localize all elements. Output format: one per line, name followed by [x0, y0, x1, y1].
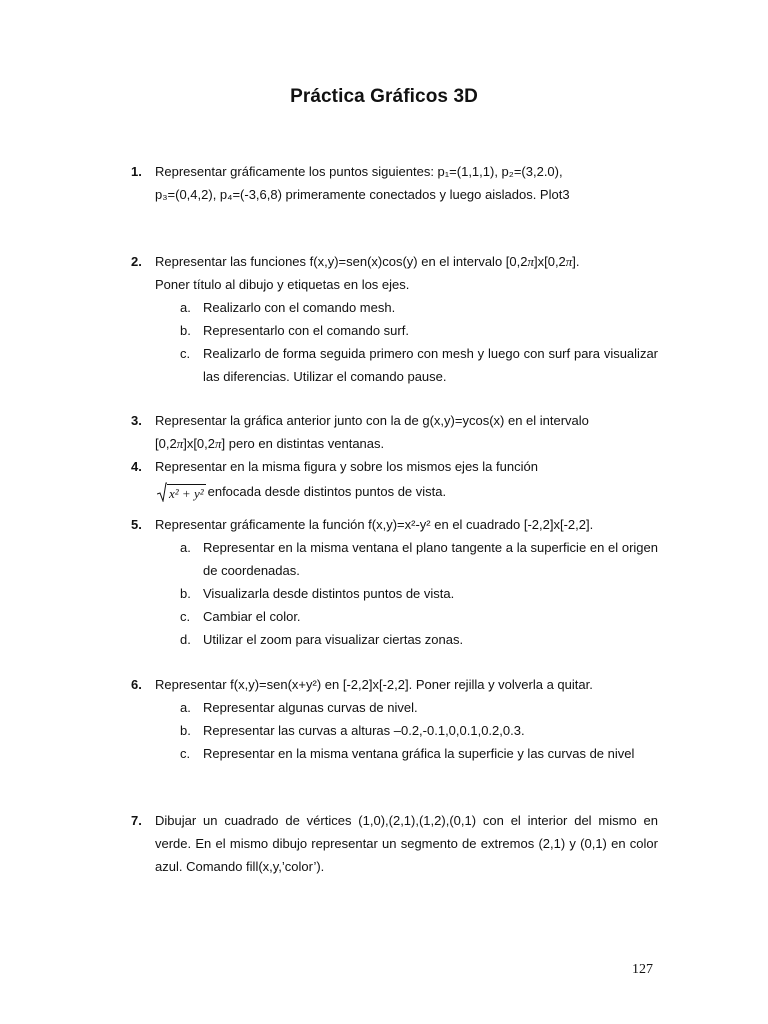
item-number-1: 1. — [131, 164, 142, 179]
sub-item-2b: Representarlo con el comando surf. — [203, 323, 409, 338]
pi-symbol: π — [565, 254, 573, 269]
item-number-5: 5. — [131, 517, 142, 532]
page-title: Práctica Gráficos 3D — [290, 86, 478, 107]
sub-letter: c. — [180, 746, 191, 761]
item-2-text-a: Representar las funciones f(x,y)=sen(x)cos(y) en el intervalo [0,2 — [155, 254, 528, 269]
sqrt-symbol-icon — [157, 482, 167, 502]
item-3-text-a: [0,2 — [155, 436, 177, 451]
sub-letter: c. — [180, 346, 191, 361]
item-4-line-2 — [157, 480, 660, 509]
item-1-line-1: Representar gráficamente los puntos siguientes: p₁=(1,1,1), p₂=(3,2.0), — [155, 164, 563, 179]
pi-symbol: π — [215, 436, 222, 451]
item-3-text-b: ]x[0,2 — [183, 436, 215, 451]
sub-item-2c: Realizarlo de forma seguida primero con mesh y luego con surf para visualizar las diferencias. Utilizar el comando pause. — [203, 346, 658, 384]
sub-item-2a: Realizarlo con el comando mesh. — [203, 300, 396, 315]
sub-item-6c: Representar en la misma ventana gráfica la superficie y las curvas de nivel — [203, 746, 635, 761]
item-2-text-b: ]x[0,2 — [533, 254, 566, 269]
item-number-7: 7. — [131, 813, 142, 828]
sub-letter: b. — [180, 323, 191, 338]
sub-letter: d. — [180, 632, 191, 647]
item-7-text: Dibujar un cuadrado de vértices (1,0),(2,1),(1,2),(0,1) con el interior del mismo en verde. En el mismo dibujo representar un segmento de extremos (2,1) y (0,1) en color azul. Comando fill(x,y,’color’). — [155, 813, 658, 874]
item-4-line-1: Representar en la misma figura y sobre los mismos ejes la función — [155, 459, 538, 474]
pi-symbol: π — [176, 436, 184, 451]
sub-letter: b. — [180, 723, 191, 738]
item-2-line-1 — [155, 250, 658, 273]
item-2-line-2: Poner título al dibujo y etiquetas en los ejes. — [155, 277, 410, 292]
item-number-6: 6. — [131, 677, 142, 692]
item-4-line-2-text: enfocada desde distintos puntos de vista. — [207, 484, 447, 499]
sqrt-radicand: x² + y² — [169, 486, 204, 501]
sub-item-5d: Utilizar el zoom para visualizar ciertas zonas. — [203, 632, 464, 647]
item-6-line-1: Representar f(x,y)=sen(x+y²) en [-2,2]x[-2,2]. Poner rejilla y volverla a quitar. — [155, 677, 593, 692]
sub-letter: a. — [180, 540, 191, 555]
item-5-line-1: Representar gráficamente la función f(x,y)=x²-y² en el cuadrado [-2,2]x[-2,2]. — [155, 517, 594, 532]
sub-letter: a. — [180, 700, 191, 715]
item-2-text-c: ]. — [572, 254, 580, 269]
item-3-text-c: ] pero en distintas ventanas. — [221, 436, 385, 451]
item-3-line-2 — [155, 432, 658, 455]
pi-symbol: π — [527, 254, 534, 269]
item-number-4: 4. — [131, 459, 142, 474]
item-1-line-2: p₃=(0,4,2), p₄=(-3,6,8) primeramente conectados y luego aislados. Plot3 — [155, 187, 570, 202]
item-number-3: 3. — [131, 413, 142, 428]
item-number-2: 2. — [131, 254, 142, 269]
sub-item-6a: Representar algunas curvas de nivel. — [203, 700, 418, 715]
sub-item-6b: Representar las curvas a alturas –0.2,-0.1,0,0.1,0.2,0.3. — [203, 723, 525, 738]
sub-item-5b: Visualizarla desde distintos puntos de vista. — [203, 586, 455, 601]
sub-item-5c: Cambiar el color. — [203, 609, 301, 624]
page-number: 127 — [632, 962, 653, 977]
sub-letter: a. — [180, 300, 191, 315]
sub-letter: b. — [180, 586, 191, 601]
sub-letter: c. — [180, 609, 191, 624]
sqrt-formula — [157, 482, 206, 509]
item-3-line-1: Representar la gráfica anterior junto con la de g(x,y)=ycos(x) en el intervalo — [155, 413, 589, 428]
sub-item-5a: Representar en la misma ventana el plano tangente a la superficie en el origen de coordenadas. — [203, 540, 658, 578]
